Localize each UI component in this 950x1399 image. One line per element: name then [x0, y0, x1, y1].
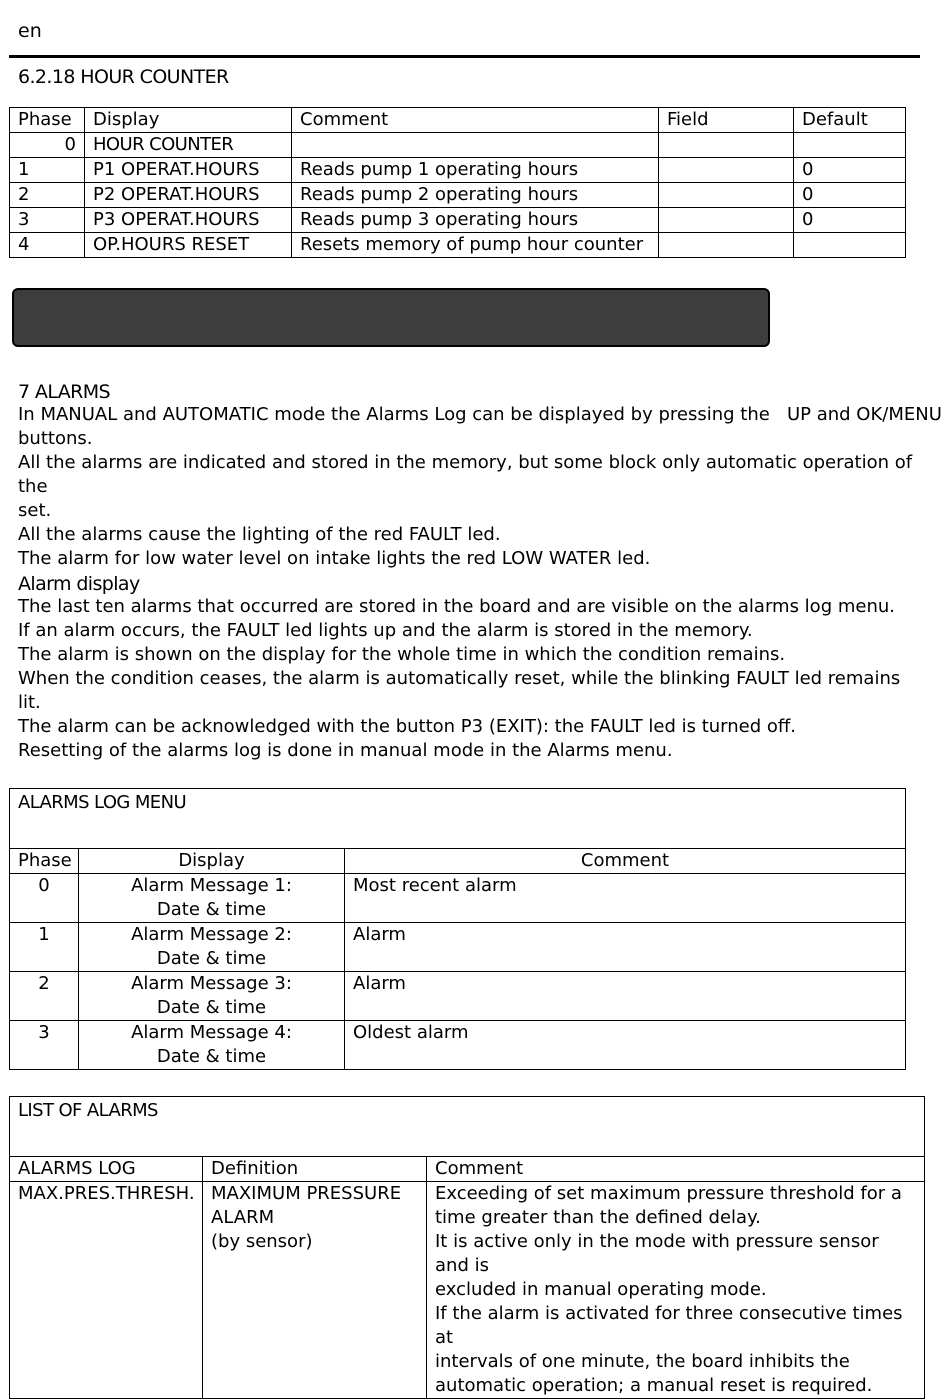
comment-cell: Reads pump 1 operating hours: [292, 158, 659, 183]
display-message: Alarm Message 4:: [131, 1022, 292, 1043]
comment-cell: Reads pump 3 operating hours: [292, 208, 659, 233]
column-header: Display: [79, 849, 345, 874]
default-cell: [794, 233, 906, 258]
table-row: [10, 874, 906, 923]
table-row: [10, 158, 906, 183]
column-header: Default: [794, 108, 906, 133]
field-cell: [659, 208, 794, 233]
table-title: ALARMS LOG MENU: [10, 789, 906, 849]
paragraph-line: The alarm for low water level on intake lights the red LOW WATER led.: [18, 548, 651, 569]
comment-line: If the alarm is activated for three consecutive times at: [435, 1303, 903, 1348]
comment-cell: [292, 133, 659, 158]
table-row: [10, 1182, 925, 1399]
comment-cell: Reads pump 2 operating hours: [292, 183, 659, 208]
display-date: Date & time: [156, 1046, 267, 1067]
alarm-display-text: [18, 595, 918, 763]
field-cell: [659, 233, 794, 258]
column-header: Definition: [203, 1157, 427, 1182]
phase-cell: 0: [10, 133, 85, 158]
default-cell: 0: [794, 208, 906, 233]
paragraph-line: The alarm is shown on the display for the whole time in which the condition remains.: [18, 644, 786, 665]
definition-line: ALARM: [211, 1207, 275, 1228]
paragraph-line: buttons.: [18, 428, 93, 449]
alarms-log-menu-table: [9, 788, 906, 1070]
field-cell: [659, 183, 794, 208]
table-row: [10, 923, 906, 972]
paragraph-line: The last ten alarms that occurred are stored in the board and are visible on the alarms log menu.: [18, 596, 895, 617]
paragraph-line: When the condition ceases, the alarm is automatically reset, while the blinking FAULT led remains lit.: [18, 668, 901, 713]
phase-cell: 4: [10, 233, 85, 258]
subsection-title-alarm-display: Alarm display: [18, 573, 140, 595]
paragraph-line: Resetting of the alarms log is done in manual mode in the Alarms menu.: [18, 740, 673, 761]
display-date: Date & time: [156, 899, 267, 920]
alarm-log-cell: MAX.PRES.THRESH.: [10, 1182, 203, 1399]
default-cell: 0: [794, 183, 906, 208]
column-header: Comment: [427, 1157, 925, 1182]
display-cell: OP.HOURS RESET: [85, 233, 292, 258]
paragraph-line: set.: [18, 500, 52, 521]
display-cell: HOUR COUNTER: [85, 133, 292, 158]
display-cell: P1 OPERAT.HOURS: [85, 158, 292, 183]
default-cell: 0: [794, 158, 906, 183]
column-header: Phase: [10, 108, 85, 133]
comment-line: It is active only in the mode with pressure sensor and is: [435, 1231, 879, 1276]
comment-line: automatic operation; a manual reset is required.: [435, 1375, 873, 1396]
display-message: Alarm Message 3:: [131, 973, 292, 994]
comment-cell: Alarm: [345, 923, 906, 972]
display-message: Alarm Message 2:: [131, 924, 292, 945]
display-cell: [79, 972, 345, 1021]
table-header-row: [10, 849, 906, 874]
display-cell: P2 OPERAT.HOURS: [85, 183, 292, 208]
display-panel-image: [12, 288, 770, 347]
display-cell: P3 OPERAT.HOURS: [85, 208, 292, 233]
table-title-row: [10, 789, 906, 849]
column-header: Comment: [292, 108, 659, 133]
phase-cell: 2: [10, 183, 85, 208]
display-cell: [79, 1021, 345, 1070]
field-cell: [659, 158, 794, 183]
comment-cell: Most recent alarm: [345, 874, 906, 923]
phase-cell: 3: [10, 1021, 79, 1070]
table-title: LIST OF ALARMS: [10, 1097, 925, 1157]
default-cell: [794, 133, 906, 158]
table-row: [10, 208, 906, 233]
comment-line: intervals of one minute, the board inhibits the: [435, 1351, 850, 1372]
display-cell: [79, 923, 345, 972]
hour-counter-table: [9, 107, 906, 258]
comment-cell: [427, 1182, 925, 1399]
phase-cell: 3: [10, 208, 85, 233]
paragraph-line: All the alarms cause the lighting of the red FAULT led.: [18, 524, 501, 545]
definition-cell: [203, 1182, 427, 1399]
table-row: [10, 1021, 906, 1070]
definition-line: MAXIMUM PRESSURE: [211, 1183, 402, 1204]
comment-line: time greater than the defined delay.: [435, 1207, 761, 1228]
display-date: Date & time: [156, 948, 267, 969]
comment-cell: Resets memory of pump hour counter: [292, 233, 659, 258]
phase-cell: 1: [10, 158, 85, 183]
column-header: Comment: [345, 849, 906, 874]
section-title-hour-counter: 6.2.18 HOUR COUNTER: [18, 66, 229, 88]
field-cell: [659, 133, 794, 158]
table-title-row: [10, 1097, 925, 1157]
header-rule: [9, 55, 920, 58]
display-message: Alarm Message 1:: [131, 875, 292, 896]
list-of-alarms-table: [9, 1096, 925, 1399]
paragraph-line: In MANUAL and AUTOMATIC mode the Alarms Log can be displayed by pressing the UP and OK/MENU: [18, 404, 942, 425]
paragraph-line: All the alarms are indicated and stored in the memory, but some block only automatic operation of the: [18, 452, 913, 497]
phase-cell: 2: [10, 972, 79, 1021]
table-row: [10, 133, 906, 158]
paragraph-line: If an alarm occurs, the FAULT led lights up and the alarm is stored in the memory.: [18, 620, 753, 641]
phase-cell: 0: [10, 874, 79, 923]
phase-cell: 1: [10, 923, 79, 972]
table-row: [10, 972, 906, 1021]
paragraph-line: The alarm can be acknowledged with the button P3 (EXIT): the FAULT led is turned off.: [18, 716, 797, 737]
comment-cell: Oldest alarm: [345, 1021, 906, 1070]
column-header: Field: [659, 108, 794, 133]
table-row: [10, 233, 906, 258]
column-header: ALARMS LOG: [10, 1157, 203, 1182]
table-row: [10, 183, 906, 208]
comment-line: excluded in manual operating mode.: [435, 1279, 767, 1300]
column-header: Phase: [10, 849, 79, 874]
display-date: Date & time: [156, 997, 267, 1018]
definition-line: (by sensor): [211, 1231, 313, 1252]
language-code: en: [18, 20, 42, 42]
display-cell: [79, 874, 345, 923]
table-header-row: [10, 108, 906, 133]
alarms-intro-text: [18, 403, 942, 571]
table-header-row: [10, 1157, 925, 1182]
column-header: Display: [85, 108, 292, 133]
comment-cell: Alarm: [345, 972, 906, 1021]
comment-line: Exceeding of set maximum pressure threshold for a: [435, 1183, 902, 1204]
section-title-alarms: 7 ALARMS: [18, 381, 110, 403]
